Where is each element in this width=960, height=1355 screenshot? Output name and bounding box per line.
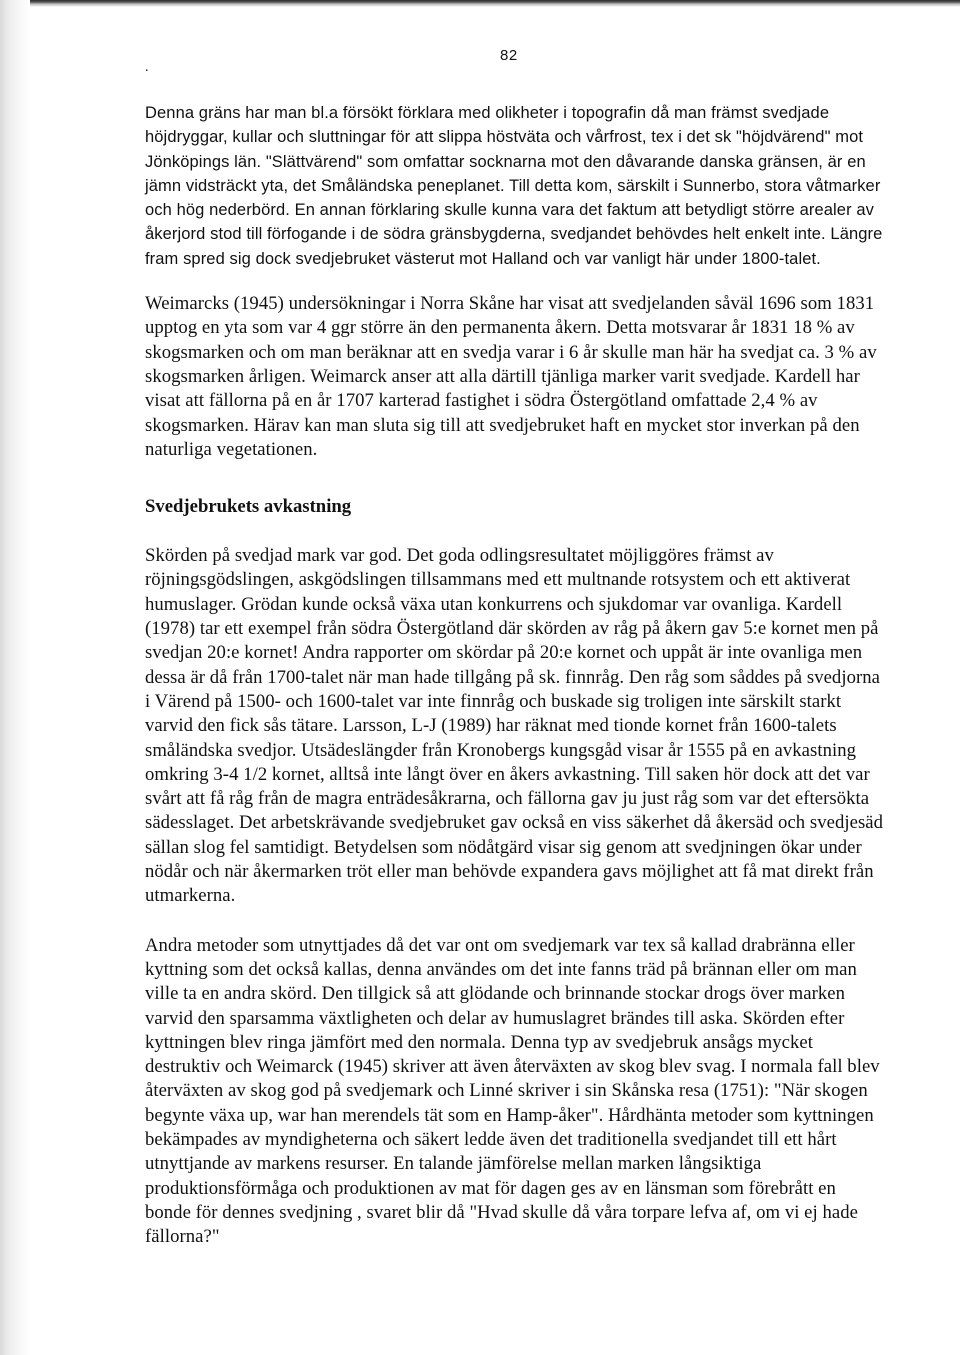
paragraph-weimarck: Weimarcks (1945) undersökningar i Norra Skåne har visat att svedjelanden såväl 1696 som 1831 upptog en yta som var 4 ggr större än den permanenta åkern. Detta motsvarar år 1831 18 % av skogsmarken och om man beräknar att en svedja varar i 6 år skulle man här ha svedjat ca. 3 % av skogsmarken årligen. Weimarck anser att alla därtill tjänliga marker varit svedjade. Kardell har visat att fällorna på en år 1707 karterad fastighet i södra Östergötland omfattade 2,4 % av skogsmarken. Härav kan man sluta sig till att svedjebruket haft en mycket stor inverkan på den naturliga vegetationen. bbox=[145, 293, 877, 460]
paragraph-yield: Skörden på svedjad mark var god. Det goda odlingsresultatet möjliggöres främst av röjningsgödslingen, askgödslingen tillsammans med ett multnande rotsystem och ett aktiverat humuslager. Grödan kunde också växa utan konkurrens och sjukdomar var ovanliga. Kardell (1978) tar ett exempel från södra Östergötland där skörden av råg på åkern gav 5:e kornet men på svedjan 20:e kornet! Andra rapporter om skördar på 20:e kornet och uppåt är inte ovanliga men dessa är då från 1700-talet när man hade tillgång på sk. finnråg. Den råg som såddes på svedjorna i Värend på 1500- och 1600-talet var inte finnråg och buskade sig troligen inte särskilt starkt varvid den fick sås tätare. Larsson, L-J (1989) har räknat med tionde kornet från 1600-talets småländska svedjor. Utsädeslängder från Kronobergs kungsgåd visar år 1555 på en avkastning omkring 3-4 1/2 kornet, alltså inte långt över en åkers avkastning. Till saken hör dock att det var svårt att få råg från de magra enträdesåkrarna, och fällorna gav ju just råg som var det eftersökta sädesslaget. Det arbetskrävande svedjebruket gav också en viss säkerhet då åkersäd och svedjesäd sällan slog fel samtidigt. Betydelsen som nödåtgärd visar sig genom att svedjningen ökar under nödår och när åkermarken tröt eller man behövde expandera gavs möjlighet att få mat direkt från utmarkerna. bbox=[145, 545, 884, 907]
section-heading: Svedjebrukets avkastning bbox=[145, 496, 352, 518]
paragraph-topography: Denna gräns har man bl.a försökt förklara med olikheter i topografin då man främst svedjade höjdryggar, kullar och sluttningar för att slippa höstväta och vårfrost, tex i det sk "höjdvärend" mot Jönköpings län. "Slättvärend" som omfattar socknarna mot den dåvarande danska gränsen, är en jämn vidsträckt yta, det Småländska peneplanet. Till detta kom, särskilt i Sunnerbo, stora våtmarker och hög nederbörd. En annan förklaring skulle kunna vara det faktum att betydligt större arealer av åkerjord stod till förfogande i de södra gränsbygderna, svedjandet behövdes helt enkelt inte. Längre fram spred sig dock svedjebruket västerut mot Halland och var vanligt här under 1800-talet. bbox=[145, 104, 883, 268]
stray-mark: . bbox=[145, 60, 149, 75]
document-body bbox=[145, 101, 885, 1249]
paragraph-other-methods: Andra metoder som utnyttjades då det var ont om svedjemark var tex så kallad drabränna eller kyttning som det också kallas, denna användes om det inte fanns träd på brännan eller om man ville ta en andra skörd. Den tillgick så att glödande och brinnande stockar drogs över marken varvid den sparsamma växtligheten och delar av humuslagret brändes till aska. Skörden efter kyttningen blev ringa jämfört med den normala. Denna typ av svedjebruk ansågs mycket destruktiv och Weimarck (1945) skriver att även återväxten av skog blev svag. I normala fall blev återväxten av skog god på svedjemark och Linné skriver i sin Skånska resa (1751): "När skogen begynte växa up, war han merendels tät som en Hamp-åker". Hårdhänta metoder som kyttningen bekämpades av myndigheterna och säkert ledde även det traditionella svedjandet till ett hårt utnyttjande av markens resurser. En talande jämförelse mellan marken långsiktiga produktionsförmåga och produktionen av mat för dagen ges av en länsman som förebrått en bonde för dennes svedjning , svaret blir då "Hvad skulle då våra torpare lefva af, om vi ej hade fällorna?" bbox=[145, 934, 880, 1248]
scan-left-edge bbox=[0, 0, 30, 1355]
page-number: 82 bbox=[500, 47, 518, 64]
scan-top-edge bbox=[0, 0, 960, 7]
